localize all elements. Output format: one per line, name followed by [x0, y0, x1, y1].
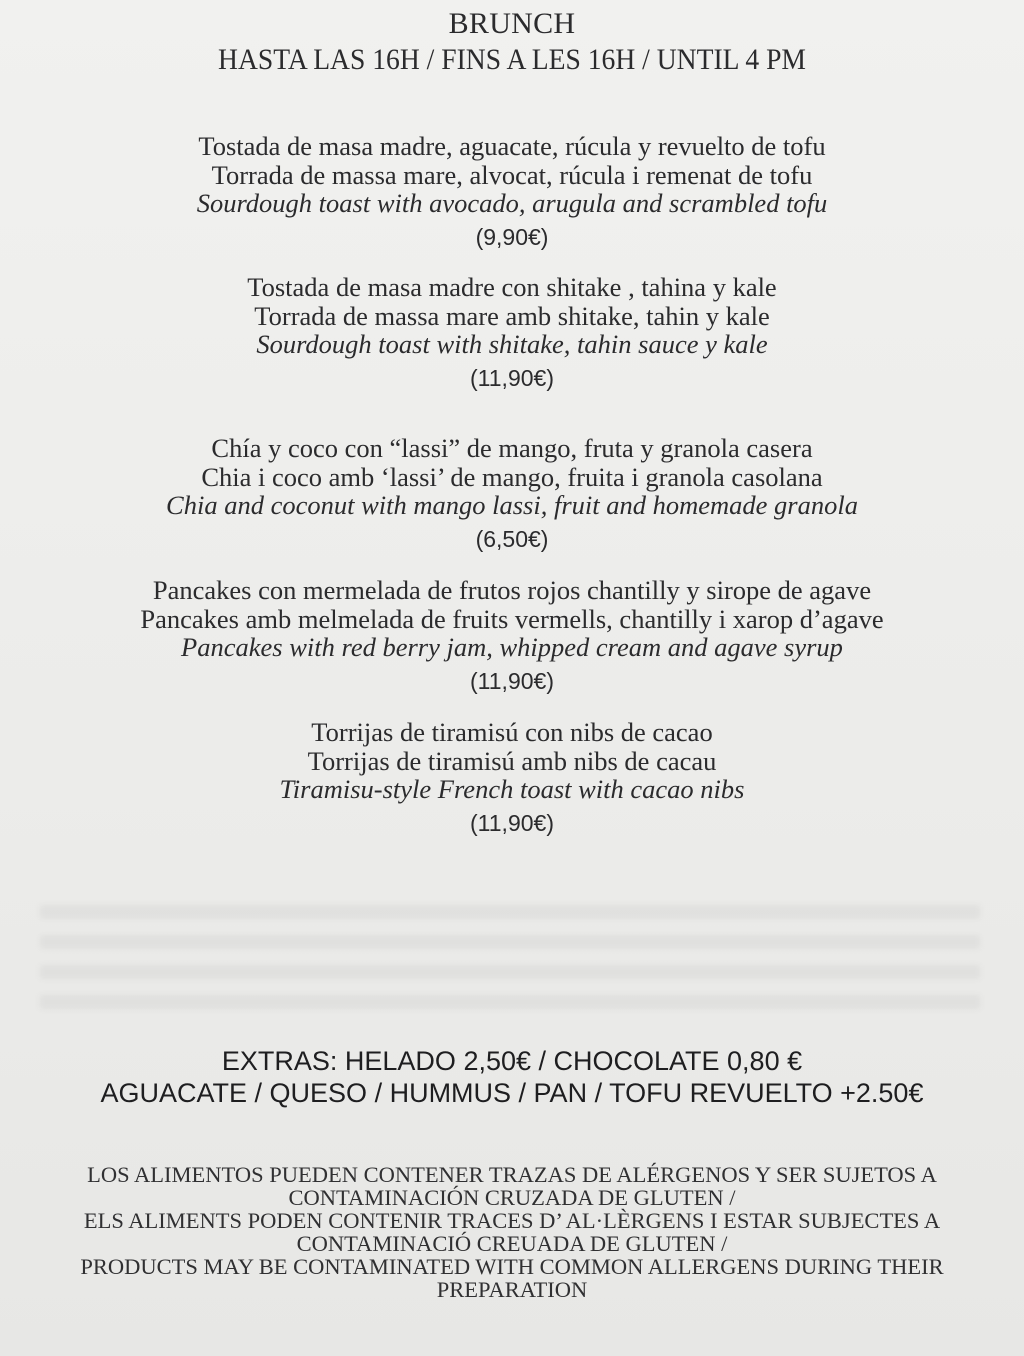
item-name-es: Tostada de masa madre con shitake , tahina y kale	[247, 272, 777, 302]
item-name-es: Pancakes con mermelada de frutos rojos chantilly y sirope de agave	[152, 575, 872, 605]
menu-item	[0, 273, 1024, 391]
allergen-line: CONTAMINACIÓN CRUZADA DE GLUTEN /	[288, 1185, 736, 1210]
item-name-en: Sourdough toast with shitake, tahin sauce y kale	[256, 329, 768, 359]
menu-subtitle: HASTA LAS 16H / FINS A LES 16H / UNTIL 4 PM	[218, 43, 806, 76]
item-name-en: Sourdough toast with avocado, arugula and scrambled tofu	[196, 188, 828, 218]
allergen-line: CONTAMINACIÓ CREUADA DE GLUTEN /	[296, 1231, 728, 1256]
allergen-line: PRODUCTS MAY BE CONTAMINATED WITH COMMON ALLERGENS DURING THEIR	[80, 1254, 944, 1279]
item-price: (11,90€)	[470, 809, 554, 836]
item-name-ca: Torrada de massa mare amb shitake, tahin y kale	[254, 300, 770, 331]
menu-title: BRUNCH	[448, 7, 576, 40]
menu-item	[0, 132, 1024, 250]
show-through-texture	[40, 905, 980, 1015]
item-name-es: Chía y coco con “lassi” de mango, fruta y granola casera	[211, 433, 813, 463]
menu-item	[0, 434, 1024, 552]
item-name-ca: Torrada de massa mare, alvocat, rúcula i remenat de tofu	[211, 159, 813, 190]
item-price: (9,90€)	[475, 223, 549, 250]
item-name-es: Tostada de masa madre, aguacate, rúcula y revuelto de tofu	[198, 131, 826, 161]
allergen-notice	[0, 1163, 1024, 1301]
item-price: (6,50€)	[475, 525, 549, 552]
item-name-en: Pancakes with red berry jam, whipped cream and agave syrup	[181, 632, 843, 662]
item-price: (11,90€)	[470, 364, 554, 391]
item-name-en: Tiramisu-style French toast with cacao nibs	[279, 774, 745, 804]
item-name-ca: Pancakes amb melmelada de fruits vermells, chantilly i xarop d’agave	[140, 603, 884, 634]
menu-item	[0, 718, 1024, 836]
allergen-line: ELS ALIMENTS PODEN CONTENIR TRACES D’ AL·LÈRGENS I ESTAR SUBJECTES A	[83, 1208, 941, 1233]
item-name-ca: Torrijas de tiramisú amb nibs de cacau	[307, 745, 717, 776]
allergen-line: LOS ALIMENTOS PUEDEN CONTENER TRAZAS DE ALÉRGENOS Y SER SUJETOS A	[87, 1162, 937, 1187]
item-name-es: Torrijas de tiramisú con nibs de cacao	[311, 717, 713, 747]
extras-line-1: EXTRAS: HELADO 2,50€ / CHOCOLATE 0,80 €	[221, 1046, 803, 1076]
extras-line-2: AGUACATE / QUESO / HUMMUS / PAN / TOFU REVUELTO +2.50€	[100, 1078, 924, 1108]
menu-item	[0, 576, 1024, 694]
item-name-ca: Chia i coco amb ‘lassi’ de mango, fruita i granola casolana	[201, 461, 823, 492]
allergen-line: PREPARATION	[436, 1277, 588, 1302]
item-name-en: Chia and coconut with mango lassi, fruit and homemade granola	[166, 490, 858, 520]
item-price: (11,90€)	[470, 667, 554, 694]
